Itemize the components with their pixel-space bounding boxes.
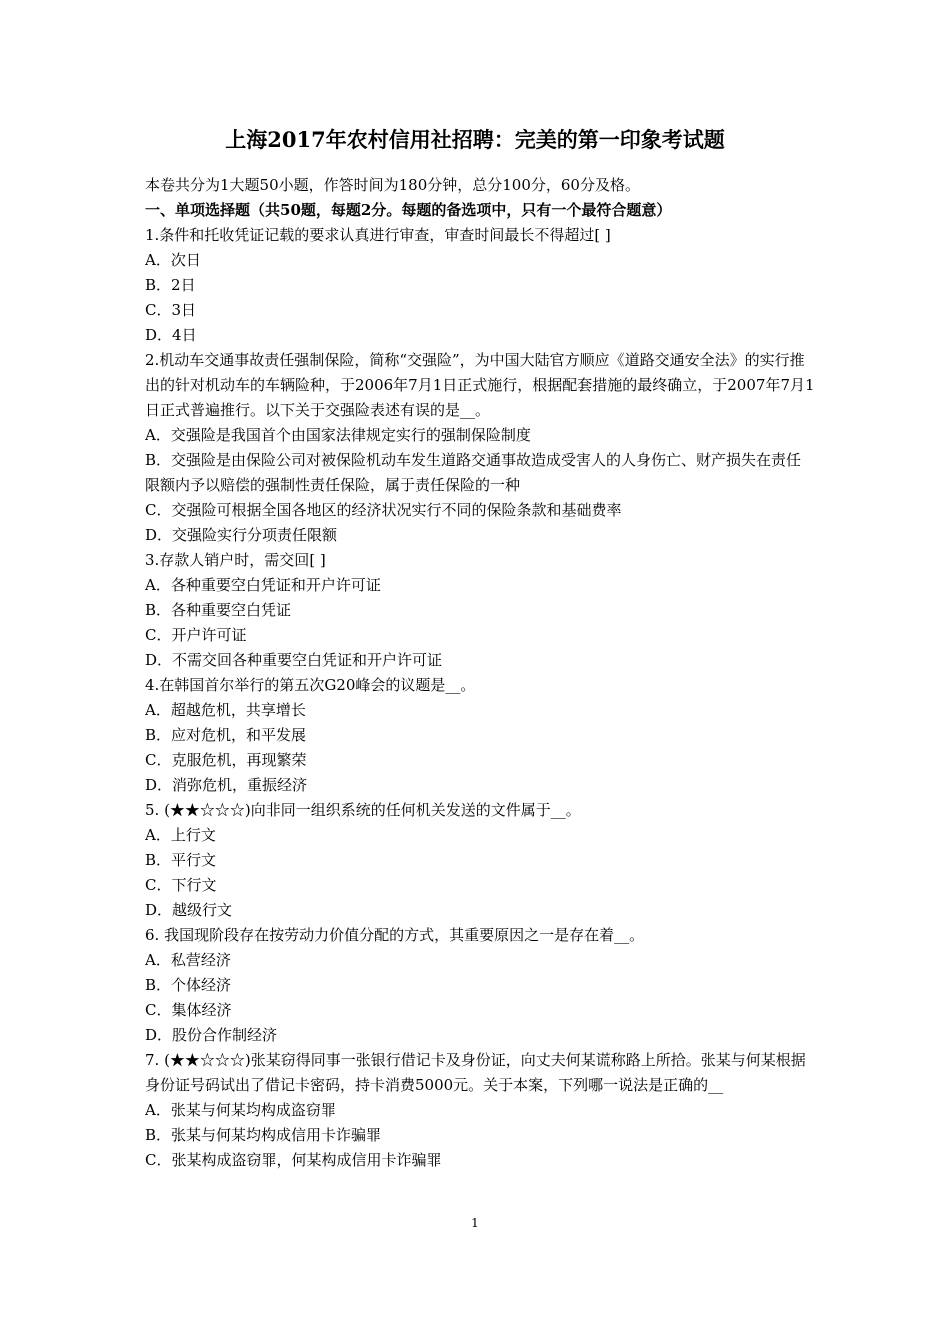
section-heading: 一、单项选择题（共50题，每题2分。每题的备选项中，只有一个最符合题意） (145, 201, 672, 219)
answer-option: B．张某与何某均构成信用卡诈骗罪 (145, 1126, 382, 1144)
document-body (145, 173, 815, 1173)
question-text: 3.存款人销户时，需交回[ ] (145, 551, 326, 569)
answer-option: C．开户许可证 (145, 626, 247, 644)
answer-option: C．集体经济 (145, 1001, 232, 1019)
question-text: 4.在韩国首尔举行的第五次G20峰会的议题是__。 (145, 676, 476, 694)
answer-option: D．交强险实行分项责任限额 (145, 526, 338, 544)
answer-option: D．越级行文 (145, 901, 233, 919)
answer-option: A．次日 (145, 251, 201, 269)
answer-option: D．不需交回各种重要空白凭证和开户许可证 (145, 651, 443, 669)
answer-option: B．平行文 (145, 851, 217, 869)
question-list (145, 223, 815, 1173)
answer-option: B．应对危机，和平发展 (145, 726, 307, 744)
answer-option: C．3日 (145, 301, 197, 319)
answer-option: A．张某与何某均构成盗窃罪 (145, 1101, 336, 1119)
exam-intro: 本卷共分为1大题50小题，作答时间为180分钟，总分100分，60分及格。 (145, 176, 640, 194)
answer-option: C．克服危机，再现繁荣 (145, 751, 307, 769)
answer-option: A．交强险是我国首个由国家法律规定实行的强制保险制度 (145, 426, 531, 444)
answer-option: B．交强险是由保险公司对被保险机动车发生道路交通事故造成受害人的人身伤亡、财产损失在责任限额内予以赔偿的强制性责任保险，属于责任保险的一种 (145, 451, 802, 494)
answer-option: A．上行文 (145, 826, 216, 844)
answer-option: C．下行文 (145, 876, 217, 894)
question-text: 1.条件和托收凭证记载的要求认真进行审查，审查时间最长不得超过[ ] (145, 226, 611, 244)
answer-option: B．2日 (145, 276, 196, 294)
answer-option: D．4日 (145, 326, 197, 344)
question-text: 7. (★★☆☆☆)张某窃得同事一张银行借记卡及身份证，向丈夫何某谎称路上所拾。张某与何某根据身份证号码试出了借记卡密码，持卡消费5000元。关于本案，下列哪一说法是正确的__ (145, 1051, 806, 1094)
answer-option: B．个体经济 (145, 976, 232, 994)
answer-option: D．股份合作制经济 (145, 1026, 278, 1044)
document-title: 上海2017年农村信用社招聘：完美的第一印象考试题 (225, 127, 725, 152)
answer-option: A．各种重要空白凭证和开户许可证 (145, 576, 381, 594)
question-text: 5. (★★☆☆☆)向非同一组织系统的任何机关发送的文件属于__。 (145, 801, 581, 819)
answer-option: C．交强险可根据全国各地区的经济状况实行不同的保险条款和基础费率 (145, 501, 622, 519)
answer-option: B．各种重要空白凭证 (145, 601, 292, 619)
page-number: 1 (471, 1216, 479, 1230)
answer-option: A．超越危机，共享增长 (145, 701, 306, 719)
question-text: 6. 我国现阶段存在按劳动力价值分配的方式，其重要原因之一是存在着__。 (145, 926, 645, 944)
answer-option: A．私营经济 (145, 951, 231, 969)
question-text: 2.机动车交通事故责任强制保险，简称“交强险”，为中国大陆官方顺应《道路交通安全法》的实行推出的针对机动车的车辆险种，于2006年7月1日正式施行，根据配套措施的最终确立，于2007年7月1日正式普遍推行。以下关于交强险表述有误的是__。 (145, 351, 815, 419)
answer-option: D．消弥危机，重振经济 (145, 776, 308, 794)
answer-option: C．张某构成盗窃罪，何某构成信用卡诈骗罪 (145, 1151, 442, 1169)
